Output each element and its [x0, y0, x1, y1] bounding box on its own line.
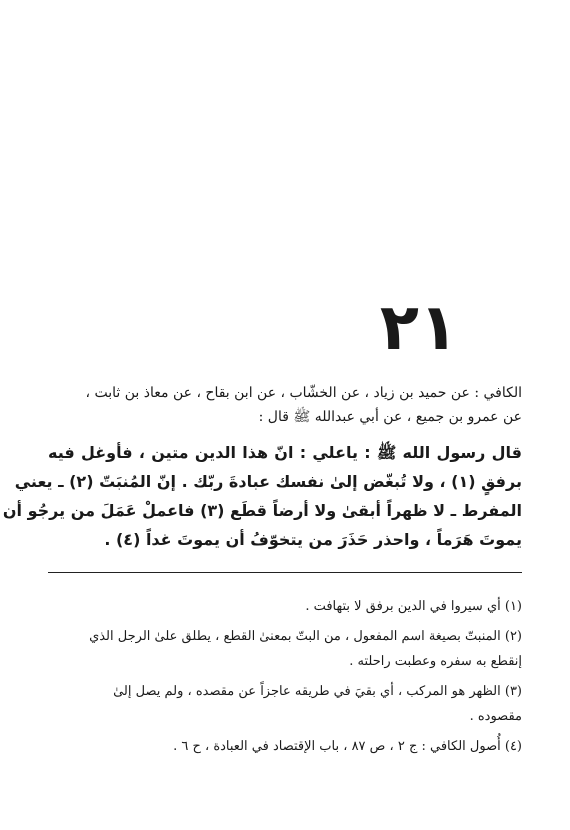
footnote-2 [48, 624, 522, 674]
footnotes [48, 594, 522, 764]
footnote-line: مقصوده . [469, 709, 522, 724]
hadith-line: المفرط ـ لا ظهراً أبقىٰ ولا أرضاً قطَع (٣) فاعملْ عَمَلَ من يرجُو أن [2, 501, 522, 520]
chapter-number: ٢١ [379, 291, 458, 365]
footnote-1 [48, 594, 522, 619]
hadith-line: يموتَ هَرَماً ، واحذر حَذَرَ من يتخوّفُ أن يموتَ غداً (٤) . [104, 530, 522, 549]
chain-line: عن عمرو بن جميع ، عن أبي عبدالله ﷺ قال : [258, 409, 522, 425]
hadith-line: قال رسول الله ﷺ : ياعلي : انّ هذا الدين متين ، فأوغل فيه [48, 443, 522, 462]
hadith-line: برفقٍ (١) ، ولا تُبغّض إلىٰ نفسك عبادةَ ربّك . إنّ المُنبَتّ (٢) ـ يعني [14, 472, 522, 491]
narration-chain [48, 381, 522, 429]
footnote-divider [48, 572, 522, 573]
footnote-3 [48, 679, 522, 729]
footnote-line: (٤) أُصول الكافي : ج ٢ ، ص ٨٧ ، باب الإقتصاد في العبادة ، ح ٦ . [173, 739, 522, 754]
footnote-line: (٣) الظهر هو المركب ، أي بقيَ في طريقه عاجزاً عن مقصده ، ولم يصل إلىٰ [113, 684, 522, 699]
hadith-text [2, 438, 522, 554]
chain-line: الكافي : عن حميد بن زياد ، عن الخشّاب ، عن ابن بقاح ، عن معاذ بن ثابت ، [85, 385, 522, 401]
footnote-line: إنقطع به سفره وعطبت راحلته . [349, 654, 522, 669]
footnote-4 [48, 734, 522, 759]
footnote-line: (١) أي سيروا في الدين برفق لا بتهافت . [305, 599, 522, 614]
footnote-line: (٢) المنبتّ بصيغة اسم المفعول ، من البتّ بمعنىٰ القطع ، يطلق علىٰ الرجل الذي [89, 629, 522, 644]
